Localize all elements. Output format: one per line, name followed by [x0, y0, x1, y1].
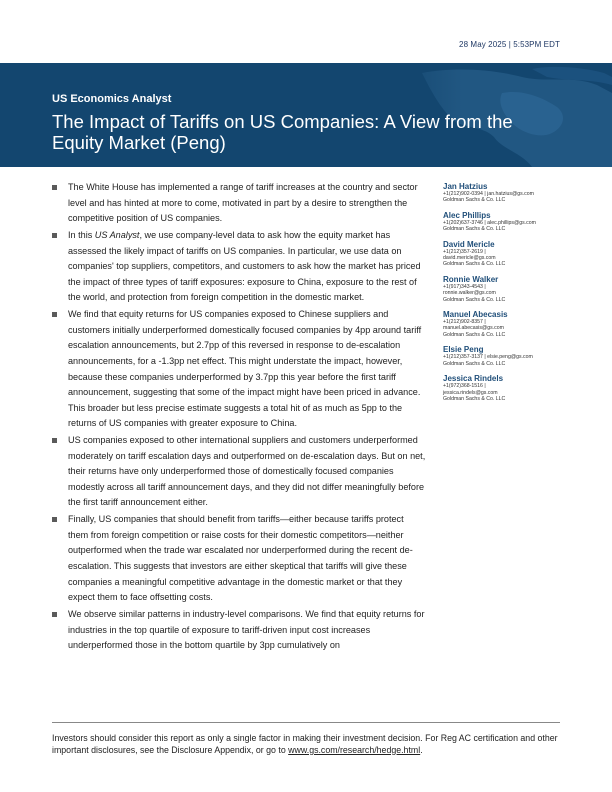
bullet-text: We observe similar patterns in industry-level comparisons. We find that equity returns for industries in the top quartile of exposure to tariff-driven input cost increases underperformed those in the bottom quartile by 3pp cumulatively on [68, 608, 425, 651]
disclosure-period: . [420, 744, 423, 755]
bullet-item [52, 607, 426, 654]
footer-divider [52, 722, 560, 723]
disclosure-link[interactable]: www.gs.com/research/hedge.html [288, 744, 421, 755]
author-email: jessica.rindels@gs.com [443, 389, 498, 396]
bullet-text: We find that equity returns for US companies exposed to Chinese suppliers and customers initially underperformed domestically focused companies by 4pp around tariff escalation announcements, but 2.7pp of this reversed in response to de-escalation announcements, for a -1.3pp net effect. This might understate the impact, however, because these companies underperformed by 3.7pp this year before the first tariff announcement, suggesting that some of the impact might have been priced in advance. This broader but less precise estimate suggests a total hit of as much as 5pp to the returns of US companies with greater exposure to China. [68, 309, 422, 429]
author-name[interactable]: Manuel Abecasis [443, 310, 508, 320]
author-name[interactable]: Jan Hatzius [443, 182, 488, 191]
series-name: US Economics Analyst [52, 93, 172, 105]
bullet-item [52, 180, 426, 227]
author-phone: +1(917)343-4543 | [443, 283, 486, 290]
author-firm: Goldman Sachs & Co. LLC [443, 331, 506, 338]
bullet-square-icon [52, 517, 57, 522]
author-firm: Goldman Sachs & Co. LLC [443, 226, 506, 233]
author-firm: Goldman Sachs & Co. LLC [443, 296, 506, 303]
author-phone: +1(212)357-2619 | [443, 248, 486, 255]
bullet-item [52, 307, 426, 432]
bullet-square-icon [52, 612, 57, 617]
bullet-item [52, 228, 426, 306]
disclosure-text: Investors should consider this report as only a single factor in making their investment decision. For Reg AC certification and other important disclosures, see the Disclosure Appendix, or go to [52, 733, 558, 755]
author-name[interactable]: Jessica Rindels [443, 374, 504, 384]
bullet-item [52, 512, 426, 606]
author-firm: Goldman Sachs & Co. LLC [443, 395, 506, 402]
bullet-text: US companies exposed to other international suppliers and customers underperformed moderately on tariff escalation days and outperformed on de-escalation days. But on net, their returns have only underperformed those of domestically focused companies modestly across all tariff announcement days, and they did not differ meaningfully before the first tariff announcement either. [68, 435, 426, 508]
disclosure-footer [52, 733, 562, 756]
author-entry [443, 310, 573, 338]
bullet-text: , we use company-level data to ask how the equity market has assessed the likely impact of tariffs on US companies. In particular, we use data on companies' top suppliers, competitors, and customers to ask how the market has priced the impact of three types of tariff exposures: exposure to China, exposure to the rest of the world, and protection from foreign competition in the domestic market. [68, 229, 421, 303]
report-title: The Impact of Tariffs on US Companies: A View from the Equity Market (Peng) [52, 111, 513, 153]
bullet-square-icon [52, 312, 57, 317]
author-name[interactable]: David Mericle [443, 239, 495, 249]
author-entry [443, 182, 573, 204]
author-entry [443, 374, 573, 402]
report-date: 28 May 2025 | 5:53PM EDT [459, 40, 560, 49]
author-entry [443, 275, 573, 303]
bullet-text: The White House has implemented a range of tariff increases at the country and sector level and has hinted at more to come, motivated in part by a desire to strengthen the competitive position of US companies. [68, 182, 418, 224]
author-contact: +1(212)902-0394 | jan.hatzius@gs.com [443, 191, 534, 197]
author-entry [443, 240, 573, 268]
key-points-list [52, 180, 426, 655]
bullet-square-icon [52, 438, 57, 443]
author-firm: Goldman Sachs & Co. LLC [443, 360, 506, 367]
bullet-emphasis: US Analyst [94, 229, 140, 240]
author-name[interactable]: Alec Phillips [443, 210, 491, 220]
author-email: manuel.abecasis@gs.com [443, 325, 504, 332]
bullet-text: In this [68, 229, 95, 240]
title-banner [0, 63, 612, 167]
author-firm: Goldman Sachs & Co. LLC [443, 261, 506, 268]
author-phone: +1(972)368-1516 | [443, 383, 486, 390]
author-entry [443, 211, 573, 233]
author-entry [443, 345, 573, 367]
author-email: david.mericle@gs.com [443, 255, 496, 262]
bullet-item [52, 433, 426, 511]
author-firm: Goldman Sachs & Co. LLC [443, 197, 506, 204]
author-phone: +1(212)902-8357 | [443, 319, 486, 326]
author-email: ronnie.walker@gs.com [443, 290, 496, 297]
author-contact: +1(212)357-3137 | elsie.peng@gs.com [443, 354, 533, 361]
author-list [443, 182, 573, 409]
author-name[interactable]: Ronnie Walker [443, 274, 499, 284]
bullet-text: Finally, US companies that should benefit from tariffs—either because tariffs protect them from foreign competition or raise costs for their domestic competitors—neither outperformed when the trade war escalated nor underperformed during the recent de-escalation. This suggests that investors are either skeptical that tariffs will give these companies a meaningful competitive advantage in the domestic market or that they expect them to face offsetting costs. [68, 514, 413, 603]
author-contact: +1(202)637-3746 | alec.phillips@gs.com [443, 219, 536, 226]
bullet-square-icon [52, 185, 57, 190]
author-name[interactable]: Elsie Peng [443, 345, 484, 355]
bullet-square-icon [52, 233, 57, 238]
